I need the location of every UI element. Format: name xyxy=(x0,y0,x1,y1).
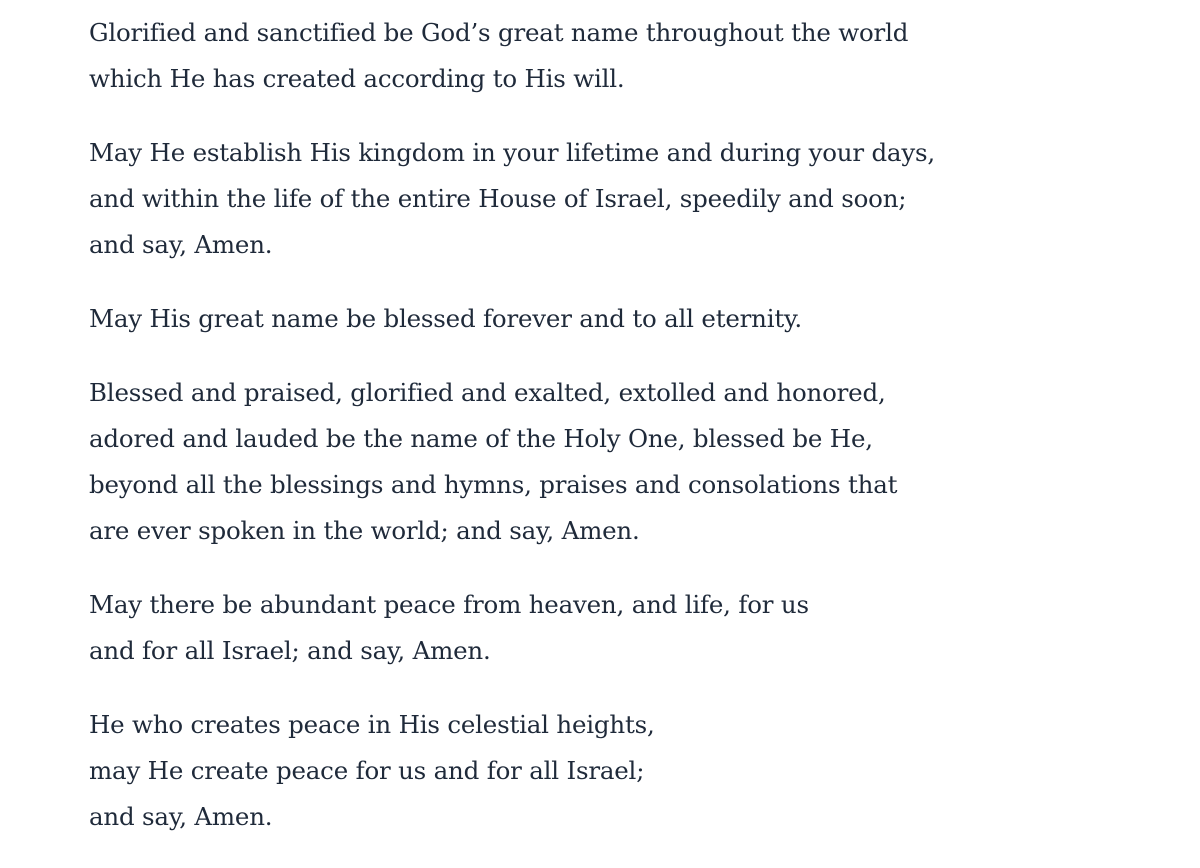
stanza-line: which He has created according to His will. xyxy=(89,64,625,93)
stanza-line: may He create peace for us and for all Israel; xyxy=(89,756,645,785)
stanza-line: and say, Amen. xyxy=(89,802,273,831)
stanza-line: Blessed and praised, glorified and exalted, extolled and honored, xyxy=(89,378,886,407)
stanza-4 xyxy=(89,370,1089,554)
stanza-line: and say, Amen. xyxy=(89,230,273,259)
stanza-line: He who creates peace in His celestial heights, xyxy=(89,710,655,739)
stanza-line: are ever spoken in the world; and say, Amen. xyxy=(89,516,640,545)
prayer-text xyxy=(89,10,1089,868)
stanza-line: May He establish His kingdom in your lifetime and during your days, xyxy=(89,138,935,167)
stanza-line: May His great name be blessed forever and to all eternity. xyxy=(89,304,802,333)
stanza-line: Glorified and sanctified be God’s great name throughout the world xyxy=(89,18,909,47)
stanza-line: May there be abundant peace from heaven, and life, for us xyxy=(89,590,809,619)
stanza-6 xyxy=(89,702,1089,840)
stanza-2 xyxy=(89,130,1089,268)
stanza-3 xyxy=(89,296,1089,342)
stanza-line: and within the life of the entire House of Israel, speedily and soon; xyxy=(89,184,907,213)
stanza-line: and for all Israel; and say, Amen. xyxy=(89,636,491,665)
stanza-line: beyond all the blessings and hymns, praises and consolations that xyxy=(89,470,898,499)
stanza-line: adored and lauded be the name of the Holy One, blessed be He, xyxy=(89,424,873,453)
stanza-1 xyxy=(89,10,1089,102)
stanza-5 xyxy=(89,582,1089,674)
